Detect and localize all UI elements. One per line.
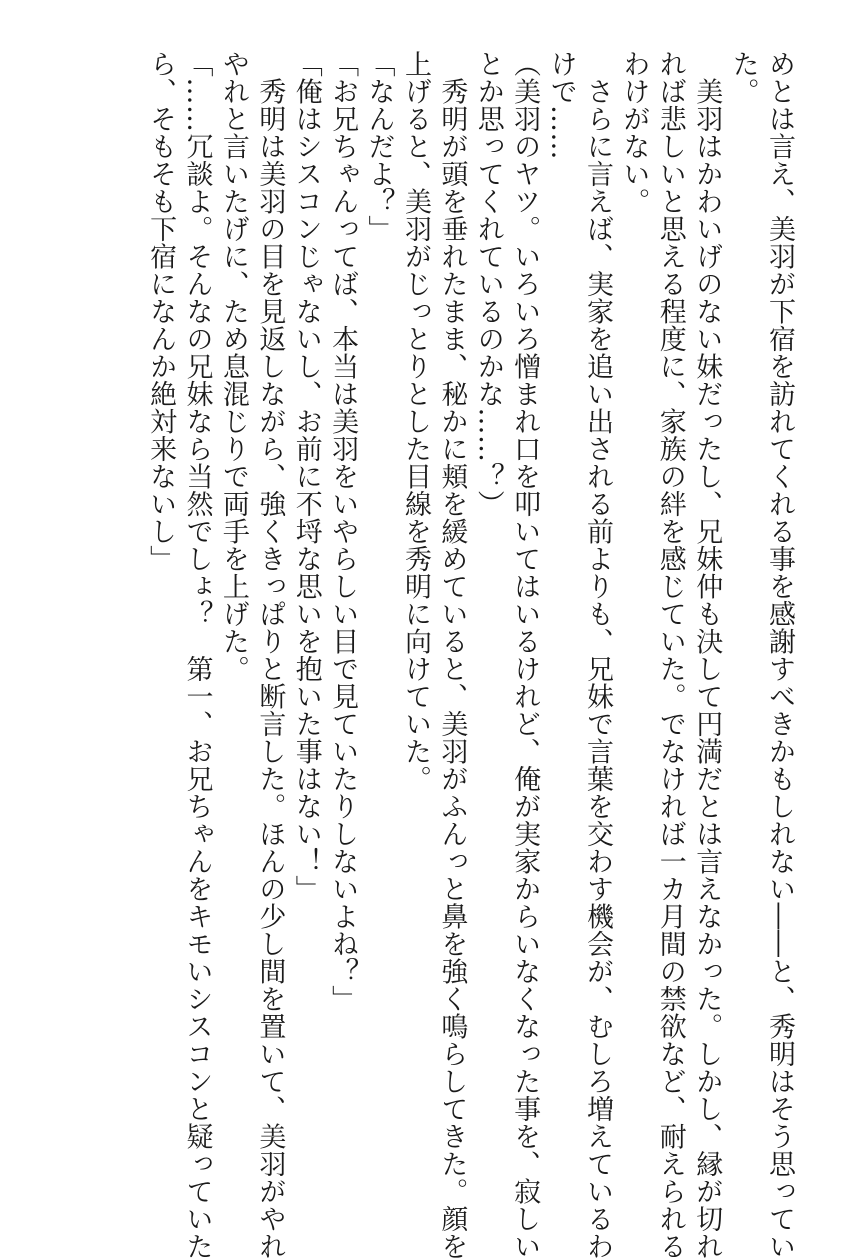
text-line: （美羽のヤツ。いろいろ憎まれ口を叩いてはいるけれど、俺が実家からいなくなった事を、寂しい xyxy=(509,50,541,1260)
text-line: とか思ってくれているのかな……？） xyxy=(472,50,504,518)
text-line: 美羽はかわいげのない妹だったし、兄妹仲も決して円満だとは言えなかった。しかし、縁が切れ xyxy=(691,50,723,1260)
text-line: 秀明が頭を垂れたまま、秘かに頬を緩めていると、美羽がふんっと鼻を強く鳴らしてきた。顔を xyxy=(436,50,468,1260)
text-line: やれと言いたげに、ため息混じりで両手を上げた。 xyxy=(217,50,249,683)
text-line: た。 xyxy=(727,50,759,105)
text-line: れば悲しいと思える程度に、家族の絆を感じていた。でなければ一カ月間の禁欲など、耐えられる xyxy=(654,50,686,1260)
text-line: 秀明は美羽の目を見返しながら、強くきっぱりと断言した。ほんの少し間を置いて、美羽がやれ xyxy=(254,50,286,1260)
text-line: 「なんだよ？」 xyxy=(363,50,395,243)
text-line: 「俺はシスコンじゃないし、お前に不埒な思いを抱いた事はない！」 xyxy=(290,50,322,903)
text-line: めとは言え、美羽が下宿を訪れてくれる事を感謝すべきかもしれない――と、秀明はそう思ってい xyxy=(764,50,795,1260)
text-line: さらに言えば、実家を追い出される前よりも、兄妹で言葉を交わす機会が、むしろ増えているわ xyxy=(581,50,613,1260)
text-line: ら、そもそも下宿になんか絶対来ないし」 xyxy=(145,50,177,573)
text-line: 上げると、美羽がじっとりとした目線を秀明に向けていた。 xyxy=(399,50,431,793)
text-line: わけがない。 xyxy=(618,50,650,215)
text-line: けで…… xyxy=(545,50,577,160)
text-line: 「……冗談よ。そんなの兄妹なら当然でしょ？ 第一、お兄ちゃんをキモいシスコンと疑っていた xyxy=(181,50,213,1260)
text-line: 「お兄ちゃんってば、本当は美羽をいやらしい目で見ていたりしないよね？」 xyxy=(327,50,359,1013)
vertical-text-body xyxy=(142,50,797,1260)
